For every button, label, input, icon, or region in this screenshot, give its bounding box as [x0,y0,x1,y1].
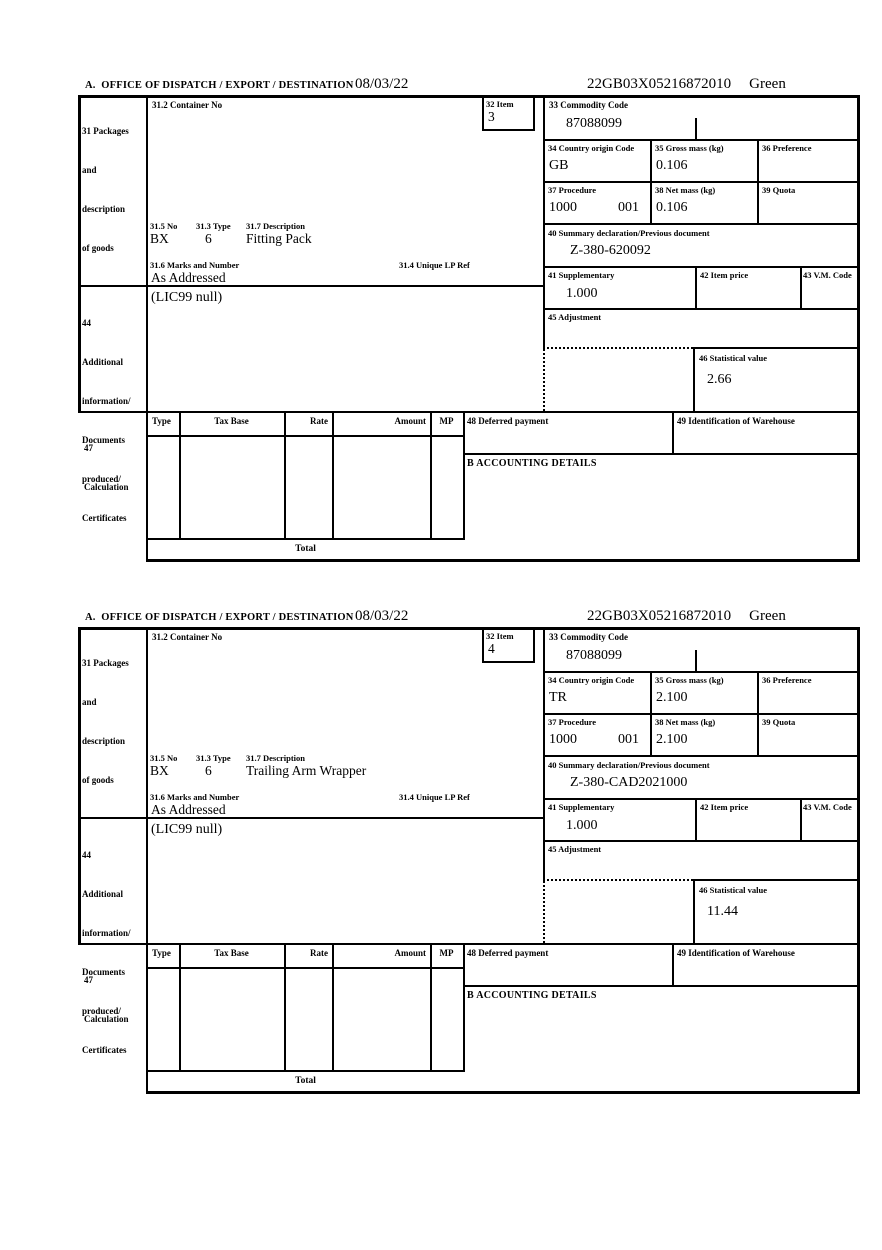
registration-number-value: 22GB03X05216872010 [587,608,732,624]
grid-line [463,985,860,987]
grid-line [695,798,697,842]
grid-line [543,139,860,141]
container-no-label: 31.2 Container No [152,100,223,110]
grid-line [482,95,484,131]
summary-declaration-label: 40 Summary declaration/Previous document [548,760,710,770]
calc-header-type: Type [152,948,171,958]
commodity-code-value: 87088099 [566,648,622,663]
grid-line [543,308,860,310]
description-value: Fitting Pack [246,231,312,246]
marks-number-label: 31.6 Marks and Number [150,260,240,270]
grid-line [543,627,545,881]
accounting-details-label: B ACCOUNTING DETAILS [467,990,597,1001]
supplementary-value: 1.000 [566,286,598,301]
item-block [0,0,882,554]
grid-line [543,95,545,349]
dotted-grid-line [543,349,545,411]
commodity-code-field-divider [695,118,697,141]
grid-line [543,755,860,757]
registration-number [587,76,786,93]
grid-line [148,1091,860,1094]
packages-description-label: 31 Packages and description of goods [82,658,129,785]
grid-line [800,266,802,310]
preference-label: 36 Preference [762,675,812,685]
grid-line [482,627,484,663]
commodity-code-value: 87088099 [566,116,622,131]
grid-line [148,435,463,437]
grid-line [543,840,860,842]
grid-line [284,411,286,540]
commodity-code-label: 33 Commodity Code [549,632,628,642]
grid-line [148,1070,463,1072]
container-no-label: 31.2 Container No [152,632,223,642]
calc-header-mp: MP [439,416,454,426]
calculation-label: 47 Calculation [84,975,129,1024]
accounting-details-label: B ACCOUNTING DETAILS [467,458,597,469]
calc-header-rate: Rate [310,948,328,958]
route-status: Green [749,608,786,624]
description-label: 31.7 Description [246,753,306,763]
item-number-label: 32 Item [486,99,514,109]
calc-header-amount: Amount [394,416,426,426]
grid-line [533,95,535,131]
item-number-value: 3 [488,109,495,124]
country-origin-label: 34 Country origin Code [548,143,635,153]
grid-line [757,139,759,225]
grid-line [78,817,545,819]
dotted-grid-line [543,879,693,881]
grid-line [693,347,695,413]
commodity-code-label: 33 Commodity Code [549,100,628,110]
grid-line [693,879,860,881]
statistical-value-value: 11.44 [707,904,738,919]
grid-line [430,411,432,540]
warehouse-id-label: 49 Identification of Warehouse [677,948,795,958]
statistical-value-label: 46 Statistical value [699,353,767,363]
acceptance-date: 08/03/22 [355,608,409,624]
marks-number-label: 31.6 Marks and Number [150,792,240,802]
package-no-value: BX [150,231,169,246]
procedure-label: 37 Procedure [548,185,597,195]
description-label: 31.7 Description [246,221,306,231]
office-of-dispatch-label: A. OFFICE OF DISPATCH / EXPORT / DESTINATION [85,612,354,623]
item-price-label: 42 Item price [700,270,749,280]
grid-line [533,627,535,663]
additional-information-value: (LIC99 null) [151,290,223,305]
grid-line [146,95,148,562]
grid-line [332,943,334,1072]
grid-line [78,411,860,413]
gross-mass-label: 35 Gross mass (kg) [655,143,724,153]
package-no-value: BX [150,763,169,778]
grid-line [78,285,545,287]
gross-mass-label: 35 Gross mass (kg) [655,675,724,685]
item-number-label: 32 Item [486,631,514,641]
supplementary-label: 41 Supplementary [548,802,615,812]
vm-code-label: 43 V.M. Code [803,802,852,812]
package-no-label: 31.5 No [150,753,178,763]
registration-number-value: 22GB03X05216872010 [587,76,732,92]
calc-header-tax-base: Tax Base [214,948,249,958]
grid-line [543,223,860,225]
adjustment-label: 45 Adjustment [548,312,602,322]
grid-line [78,95,81,413]
grid-line [463,453,860,455]
grid-line [482,129,535,131]
procedure-value-1: 1000 [549,732,577,747]
item-block [0,532,882,1086]
grid-line [146,627,148,1094]
grid-line [430,943,432,1072]
grid-line [332,411,334,540]
total-label: Total [295,544,316,554]
calc-header-mp: MP [439,948,454,958]
grid-line [543,181,860,183]
statistical-value-value: 2.66 [707,372,732,387]
gross-mass-value: 0.106 [656,158,688,173]
country-origin-label: 34 Country origin Code [548,675,635,685]
supplementary-value: 1.000 [566,818,598,833]
previous-document-value: Z-380-620092 [570,243,651,258]
route-status: Green [749,76,786,92]
grid-line [78,943,860,945]
country-origin-value: TR [549,690,567,705]
office-of-dispatch-label: A. OFFICE OF DISPATCH / EXPORT / DESTINATION [85,80,354,91]
net-mass-value: 2.100 [656,732,688,747]
grid-line [543,798,860,800]
grid-line [179,411,181,540]
grid-line [78,627,81,945]
adjustment-label: 45 Adjustment [548,844,602,854]
deferred-payment-label: 48 Deferred payment [467,416,549,426]
grid-line [800,798,802,842]
grid-line [543,713,860,715]
grid-line [482,661,535,663]
package-type-value: 6 [205,763,212,778]
grid-line [650,671,652,757]
gross-mass-value: 2.100 [656,690,688,705]
deferred-payment-label: 48 Deferred payment [467,948,549,958]
package-type-label: 31.3 Type [196,221,231,231]
grid-line [284,943,286,1072]
grid-line [672,411,674,455]
supplementary-label: 41 Supplementary [548,270,615,280]
vm-code-label: 43 V.M. Code [803,270,852,280]
procedure-label: 37 Procedure [548,717,597,727]
calc-header-amount: Amount [394,948,426,958]
grid-line [857,95,860,562]
unique-lp-ref-label: 31.4 Unique LP Ref [399,792,470,802]
grid-line [693,347,860,349]
grid-line [148,967,463,969]
marks-number-value: As Addressed [151,270,226,285]
commodity-code-field-divider [695,650,697,673]
net-mass-value: 0.106 [656,200,688,215]
summary-declaration-label: 40 Summary declaration/Previous document [548,228,710,238]
preference-label: 36 Preference [762,143,812,153]
description-value: Trailing Arm Wrapper [246,763,367,778]
statistical-value-label: 46 Statistical value [699,885,767,895]
grid-line [78,95,860,98]
package-no-label: 31.5 No [150,221,178,231]
marks-number-value: As Addressed [151,802,226,817]
dotted-grid-line [543,881,545,943]
grid-line [463,943,465,1072]
calc-header-tax-base: Tax Base [214,416,249,426]
grid-line [672,943,674,987]
additional-information-label: 44 Additional information/ Documents produced/ Certificates [82,318,131,523]
calculation-label: 47 Calculation [84,443,129,492]
previous-document-value: Z-380-CAD2021000 [570,775,688,790]
grid-line [463,411,465,540]
total-label: Total [295,1076,316,1086]
warehouse-id-label: 49 Identification of Warehouse [677,416,795,426]
item-number-value: 4 [488,641,495,656]
procedure-value-2: 001 [618,732,639,747]
unique-lp-ref-label: 31.4 Unique LP Ref [399,260,470,270]
quota-label: 39 Quota [762,185,796,195]
package-type-label: 31.3 Type [196,753,231,763]
procedure-value-2: 001 [618,200,639,215]
registration-number [587,608,786,625]
package-type-value: 6 [205,231,212,246]
country-origin-value: GB [549,158,569,173]
grid-line [543,671,860,673]
net-mass-label: 38 Net mass (kg) [655,185,716,195]
calc-header-type: Type [152,416,171,426]
item-price-label: 42 Item price [700,802,749,812]
calc-header-rate: Rate [310,416,328,426]
grid-line [78,627,860,630]
dotted-grid-line [543,347,693,349]
net-mass-label: 38 Net mass (kg) [655,717,716,727]
additional-information-label: 44 Additional information/ Documents produced/ Certificates [82,850,131,1055]
grid-line [543,266,860,268]
acceptance-date: 08/03/22 [355,76,409,92]
grid-line [650,139,652,225]
grid-line [179,943,181,1072]
packages-description-label: 31 Packages and description of goods [82,126,129,253]
procedure-value-1: 1000 [549,200,577,215]
quota-label: 39 Quota [762,717,796,727]
grid-line [757,671,759,757]
grid-line [857,627,860,1094]
additional-information-value: (LIC99 null) [151,822,223,837]
grid-line [695,266,697,310]
grid-line [693,879,695,945]
